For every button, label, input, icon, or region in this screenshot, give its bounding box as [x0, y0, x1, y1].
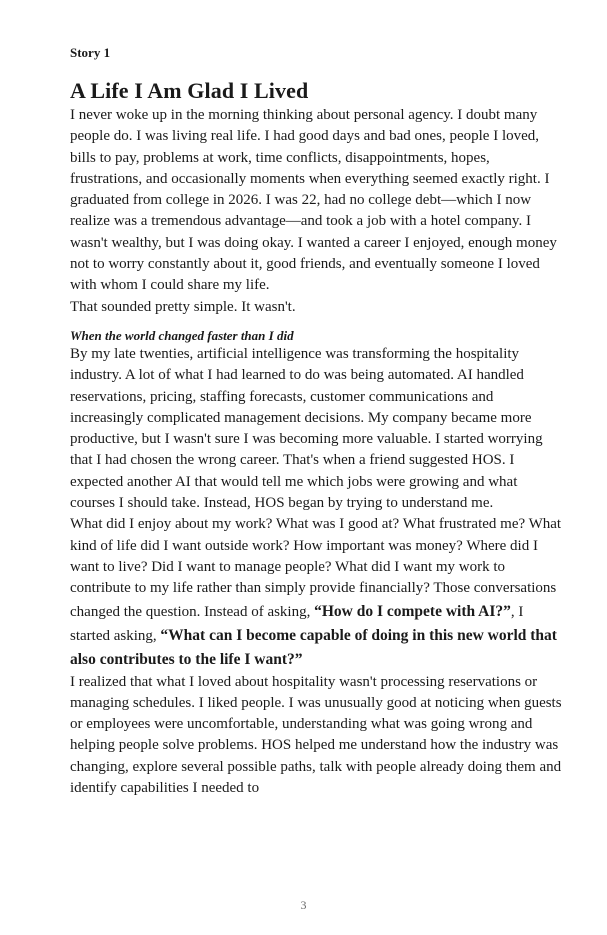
paragraph-4	[70, 514, 564, 671]
story-label: Story 1	[70, 45, 111, 60]
page-title: A Life I Am Glad I Lived	[70, 78, 309, 103]
quote-capable: “What can I become capable of doing in this new world that also contributes to the life I want?”	[70, 626, 557, 668]
paragraph-4-intro: What did I enjoy about my work? What was I good at? What frustrated me? What kind of life did I want outside work? How important was money? Where did I want to live? Did I want to manage people? What did I want my work to contribute to my life rather than simply provide financially? Those conversations changed the question. Instead of asking,	[70, 516, 562, 620]
paragraph-2: That sounded pretty simple. It wasn't.	[70, 298, 296, 315]
quote-compete: “How do I compete with AI?”	[314, 602, 511, 620]
paragraph-5: I realized that what I loved about hospitality wasn't processing reservations or managing schedules. I liked people. I was unusually good at noticing when guests or employees were uncomfortable, understanding what was going wrong and helping people solve problems. HOS helped me understand how the industry was changing, explore several possible paths, talk with people already doing them and identify capabilities I needed to	[70, 673, 562, 797]
paragraph-4-mid: , I started asking,	[70, 603, 524, 644]
paragraph-3: By my late twenties, artificial intelligence was transforming the hospitality industry. A lot of what I had learned to do was being automated. AI handled reservations, pricing, staffing forecasts, customer communications and increasingly complicated management decisions. My company became more productive, but I wasn't sure I was becoming more valuable. I started worrying that I had chosen the wrong career. That's when a friend suggested HOS. I expected another AI that would tell me which jobs were growing and what courses I should take. Instead, HOS began by trying to understand me.	[70, 345, 543, 512]
paragraph-1: I never woke up in the morning thinking about personal agency. I doubt many people do. I was living real life. I had good days and bad ones, people I loved, bills to pay, problems at work, time conflicts, disappointments, hopes, frustrations, and occasionally moments when everything seemed exactly right. I graduated from college in 2026. I was 22, had no college debt—which I now realize was a tremendous advantage—and took a job with a hotel company. I wasn't wealthy, but I was doing okay. I wanted a career I enjoyed, enough money not to worry constantly about it, good friends, and eventually someone I loved with whom I could share my life.	[70, 107, 557, 294]
page-number: 3	[300, 898, 307, 912]
section-subheading: When the world changed faster than I did	[70, 327, 294, 343]
page-content	[70, 44, 564, 799]
